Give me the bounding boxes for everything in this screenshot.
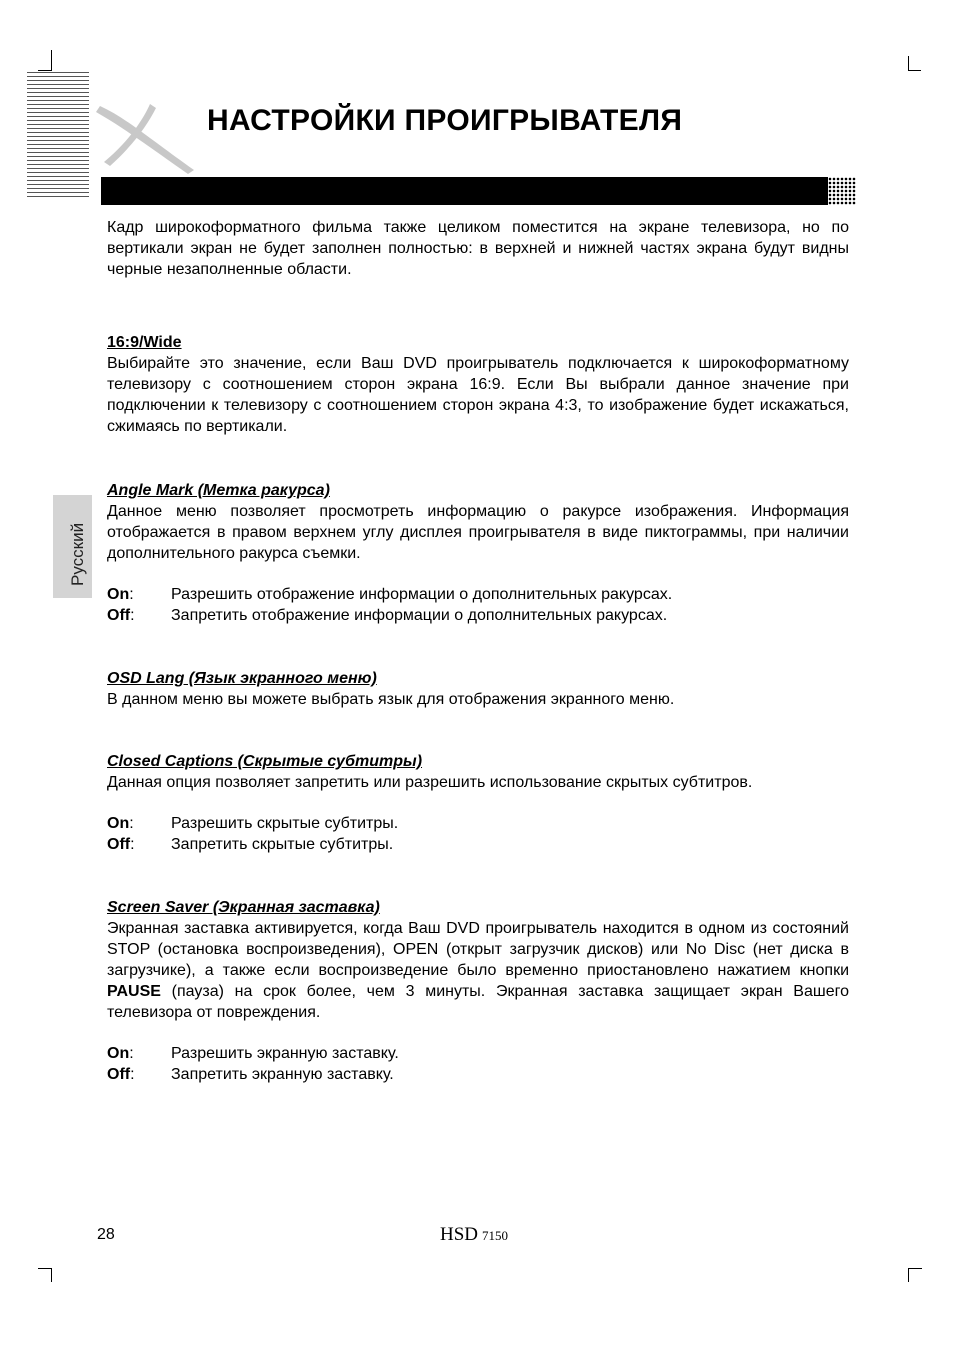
section-heading-closed-captions: Closed Captions (Скрытые субтитры)	[107, 753, 423, 770]
option-key: Off	[107, 607, 131, 624]
section-heading-wide: 16:9/Wide	[107, 334, 182, 351]
section-heading-screen-saver: Screen Saver (Экранная заставка)	[107, 899, 380, 916]
option-row: On: Разрешить отображение информации о дополнительных ракурсах.	[107, 586, 673, 603]
option-row: On: Разрешить экранную заставку.	[107, 1045, 399, 1062]
option-key: On	[107, 586, 130, 603]
option-key: Off	[107, 836, 131, 853]
section-text-screen-saver: Экранная заставка активируется, когда Ваш DVD проигрыватель находится в одном из состояний STOP (остановка воспроизведения), OPEN (открыт загрузчик дисков) или No Disc (нет диска в загрузчике), а также если воспроизведение было временно приостановлено нажатием кнопки PAUSE (пауза) на срок более, чем 3 минуты. Экранная заставка защищает экран Вашего телевизора от повреждения.	[107, 920, 849, 1021]
crop-mark-bottom-left-v	[51, 1268, 52, 1282]
language-tab	[53, 495, 92, 598]
option-text: Разрешить скрытые субтитры.	[171, 815, 399, 832]
intro-paragraph: Кадр широкоформатного фильма также целиком поместится на экране телевизора, но по вертикали экран не будет заполнен полностью: в верхней и нижней частях экрана будут видны черные незаполненные области.	[107, 219, 849, 278]
section-text-closed-captions: Данная опция позволяет запретить или разрешить использование скрытых субтитров.	[107, 774, 753, 791]
model-name: HSD 7150	[440, 1224, 509, 1245]
language-tab-label: Русский	[68, 522, 87, 586]
section-text-wide: Выбирайте это значение, если Ваш DVD проигрыватель подключается к широкоформатному телевизору с соотношением сторон экрана 16:9. Если Вы выбрали данное значение при подключении к телевизору с соотношением сторон экрана 4:3, то изображение будет искажаться, сжимаясь по вертикали.	[107, 355, 849, 435]
crop-mark-top-left	[51, 50, 52, 70]
option-key: On	[107, 815, 130, 832]
section-text-angle-mark: Данное меню позволяет просмотреть информацию о ракурсе изображения. Информация отображается в правом верхнем углу дисплея проигрывателя в виде пиктограммы, при наличии дополнительного ракурса съемки.	[107, 503, 849, 562]
crop-mark-bottom-right	[908, 1268, 922, 1269]
option-row: On: Разрешить скрытые субтитры.	[107, 815, 399, 832]
title-bar	[101, 177, 828, 205]
title-bar-dots	[828, 177, 856, 205]
crop-mark-bottom-left	[38, 1268, 51, 1269]
option-row: Off: Запретить скрытые субтитры.	[107, 836, 394, 853]
crop-mark-top-right-h	[908, 70, 921, 71]
model-number: 7150	[482, 1228, 509, 1243]
content	[107, 217, 849, 1085]
option-key: On	[107, 1045, 130, 1062]
section-heading-osd-lang: OSD Lang (Язык экранного меню)	[107, 670, 377, 687]
x-logo-icon	[96, 100, 196, 176]
page-title: НАСТРОЙКИ ПРОИГРЫВАТЕЛЯ	[207, 104, 683, 137]
header-stripes	[27, 72, 89, 200]
option-text: Запретить скрытые субтитры.	[171, 836, 394, 853]
option-text: Запретить экранную заставку.	[171, 1066, 394, 1083]
crop-mark-top-left-h	[38, 70, 52, 71]
option-text: Разрешить отображение информации о дополнительных ракурсах.	[171, 586, 673, 603]
section-text-osd-lang: В данном меню вы можете выбрать язык для отображения экранного меню.	[107, 691, 675, 708]
crop-mark-top-right	[908, 56, 909, 70]
crop-mark-bottom-right-v	[908, 1268, 909, 1282]
option-key: Off	[107, 1066, 131, 1083]
option-row: Off: Запретить отображение информации о дополнительных ракурсах.	[107, 607, 668, 624]
option-text: Разрешить экранную заставку.	[171, 1045, 399, 1062]
option-text: Запретить отображение информации о дополнительных ракурсах.	[171, 607, 668, 624]
section-heading-angle-mark: Angle Mark (Метка ракурса)	[107, 482, 330, 499]
page-number: 28	[97, 1226, 115, 1243]
option-row: Off: Запретить экранную заставку.	[107, 1066, 394, 1083]
